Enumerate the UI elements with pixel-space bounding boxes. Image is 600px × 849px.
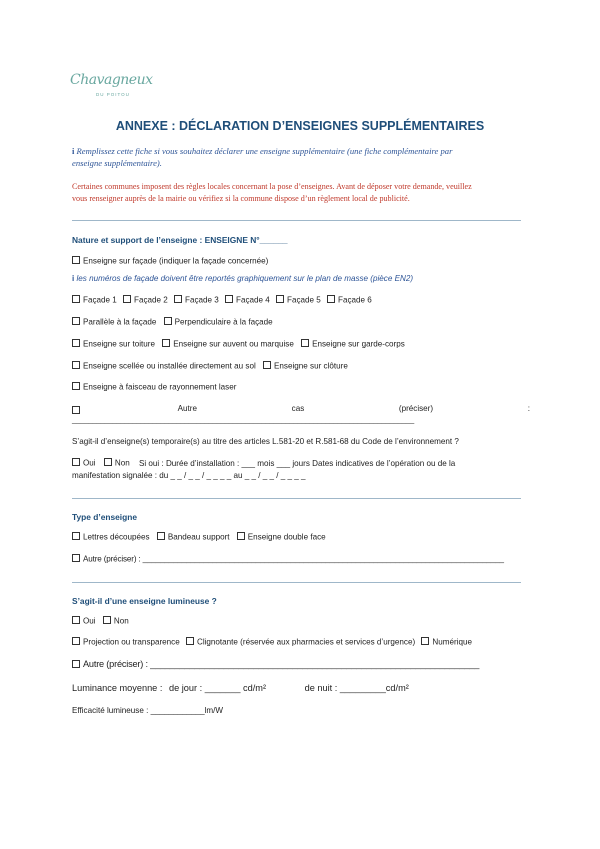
- checkbox[interactable]: [276, 295, 284, 303]
- lumineuse-answer-row: [72, 616, 129, 626]
- support-auvent-label: Enseigne sur auvent ou marquise: [173, 339, 294, 349]
- laser-option[interactable]: [72, 382, 236, 392]
- support-garde-corps-label: Enseigne sur garde-corps: [312, 339, 405, 349]
- luminance-row: [72, 683, 409, 693]
- divider: [72, 582, 521, 583]
- autre-cas-field[interactable]: _____________________________________________________________________________________: [72, 415, 414, 424]
- lumineuse-autre-row[interactable]: [72, 659, 479, 669]
- checkbox[interactable]: [301, 339, 309, 347]
- checkbox[interactable]: [72, 660, 80, 668]
- info-icon: i: [72, 274, 75, 283]
- checkbox[interactable]: [72, 295, 80, 303]
- facade-1-label: Façade 1: [83, 295, 117, 305]
- checkbox[interactable]: [103, 616, 111, 624]
- support-checkboxes-2: [72, 361, 348, 371]
- facade-3-label: Façade 3: [185, 295, 219, 305]
- facade-5-label: Façade 5: [287, 295, 321, 305]
- lumineuse-oui-label: Oui: [83, 616, 96, 626]
- section-nature-heading: Nature et support de l’enseigne : ENSEIGNE N°______: [72, 235, 288, 245]
- cas-word: cas: [291, 404, 305, 413]
- type-double-face-label: Enseigne double face: [247, 532, 326, 542]
- temporary-question: S’agit-il d’enseigne(s) temporaire(s) au titre des articles L.581-20 et R.581-68 du Code de l’environnement ?: [72, 437, 459, 446]
- checkbox[interactable]: [164, 317, 172, 325]
- support-sol-label: Enseigne scellée ou installée directement au sol: [83, 361, 256, 371]
- divider: [72, 498, 521, 499]
- mode-numerique-label: Numérique: [432, 637, 473, 647]
- checkbox[interactable]: [72, 532, 80, 540]
- facade-note-text: les numéros de façade doivent être reportés graphiquement sur le plan de masse (pièce EN2): [76, 274, 414, 283]
- checkbox[interactable]: [72, 339, 80, 347]
- logo-script-text: Chavagneux: [70, 72, 153, 88]
- checkbox[interactable]: [421, 637, 429, 645]
- checkbox[interactable]: [72, 256, 80, 264]
- temporary-dates[interactable]: manifestation signalée : du _ _ / _ _ / _ _ _ _ au _ _ / _ _ / _ _ _ _: [72, 471, 306, 480]
- warning-line-1: Certaines communes imposent des règles locales concernant la pose d’enseignes. Avant de déposer votre demande, veuillez: [72, 182, 472, 191]
- facade-option[interactable]: [72, 256, 268, 266]
- intro-note: [72, 145, 542, 169]
- checkbox[interactable]: [72, 637, 80, 645]
- checkbox[interactable]: [327, 295, 335, 303]
- facade-4-label: Façade 4: [236, 295, 270, 305]
- checkbox[interactable]: [72, 382, 80, 390]
- type-autre-row[interactable]: [72, 554, 504, 564]
- type-bandeau-label: Bandeau support: [167, 532, 230, 542]
- section-lumineuse-heading: S’agit-il d’une enseigne lumineuse ?: [72, 596, 217, 606]
- temporary-answer-row: [72, 458, 455, 468]
- checkbox[interactable]: [237, 532, 245, 540]
- checkbox[interactable]: [225, 295, 233, 303]
- support-cloture-label: Enseigne sur clôture: [274, 361, 348, 371]
- divider: [72, 220, 521, 221]
- luminance-jour-field[interactable]: de jour : _______ cd/m²: [168, 683, 267, 693]
- commune-logo: [70, 70, 153, 104]
- orientation-checkboxes: [72, 317, 273, 327]
- section-type-heading: Type d’enseigne: [72, 512, 137, 522]
- facade-6-label: Façade 6: [338, 295, 372, 305]
- temp-detail: Si oui : Durée d’installation : ___ mois ___ jours Dates indicatives de l’opération ou de la: [138, 458, 456, 468]
- warning-line-2: vous renseigner auprès de la mairie ou vérifiez si la commune dispose d’un règlement local de publicité.: [72, 194, 410, 203]
- info-icon: i: [72, 146, 75, 156]
- facade-checkboxes: [72, 295, 372, 305]
- checkbox[interactable]: [72, 361, 80, 369]
- page-title: ANNEXE : DÉCLARATION D’ENSEIGNES SUPPLÉMENTAIRES: [115, 119, 485, 133]
- luminance-label: Luminance moyenne :: [72, 683, 163, 693]
- temp-non-label: Non: [114, 458, 130, 468]
- checkbox[interactable]: [72, 406, 80, 414]
- lumineuse-autre-field[interactable]: Autre (préciser) : ___________________________________________________________________: [83, 659, 480, 669]
- support-checkboxes-1: [72, 339, 405, 349]
- colon-word: :: [527, 404, 530, 413]
- support-toiture-label: Enseigne sur toiture: [83, 339, 155, 349]
- orientation-parallel-label: Parallèle à la façade: [83, 317, 157, 327]
- laser-label: Enseigne à faisceau de rayonnement laser: [83, 382, 237, 392]
- preciser-word: (préciser): [398, 404, 434, 413]
- type-autre-field[interactable]: Autre (préciser) : ___________________________________________________________________________________: [83, 554, 504, 564]
- autre-cas-row: [72, 404, 530, 414]
- luminance-nuit-field[interactable]: de nuit : _________cd/m²: [304, 683, 409, 693]
- mode-projection-label: Projection ou transparence: [83, 637, 180, 647]
- facade-option-label: Enseigne sur façade (indiquer la façade concernée): [83, 256, 269, 266]
- checkbox[interactable]: [72, 458, 80, 466]
- facade-2-label: Façade 2: [134, 295, 168, 305]
- temp-oui-label: Oui: [83, 458, 96, 468]
- intro-line-1: Remplissez cette fiche si vous souhaitez déclarer une enseigne supplémentaire (une fiche complémentaire par: [76, 146, 453, 156]
- autre-word: Autre: [177, 404, 197, 413]
- checkbox[interactable]: [263, 361, 271, 369]
- mode-clignotante-label: Clignotante (réservée aux pharmacies et services d’urgence): [196, 637, 416, 647]
- checkbox[interactable]: [72, 554, 80, 562]
- type-checkboxes: [72, 532, 326, 542]
- intro-line-2: enseigne supplémentaire).: [72, 158, 162, 168]
- checkbox[interactable]: [186, 637, 194, 645]
- type-lettres-label: Lettres découpées: [83, 532, 150, 542]
- logo-sub-text: DU POITOU: [96, 92, 130, 97]
- efficacite-field[interactable]: Efficacité lumineuse : ____________lm/W: [72, 706, 224, 715]
- warning-note: [72, 181, 542, 205]
- orientation-perpendicular-label: Perpendiculaire à la façade: [174, 317, 273, 327]
- checkbox[interactable]: [162, 339, 170, 347]
- checkbox[interactable]: [157, 532, 165, 540]
- facade-note: [72, 274, 413, 283]
- checkbox[interactable]: [174, 295, 182, 303]
- lumineuse-non-label: Non: [113, 616, 129, 626]
- checkbox[interactable]: [123, 295, 131, 303]
- checkbox[interactable]: [104, 458, 112, 466]
- checkbox[interactable]: [72, 616, 80, 624]
- checkbox[interactable]: [72, 317, 80, 325]
- lumineuse-mode-row: [72, 637, 472, 647]
